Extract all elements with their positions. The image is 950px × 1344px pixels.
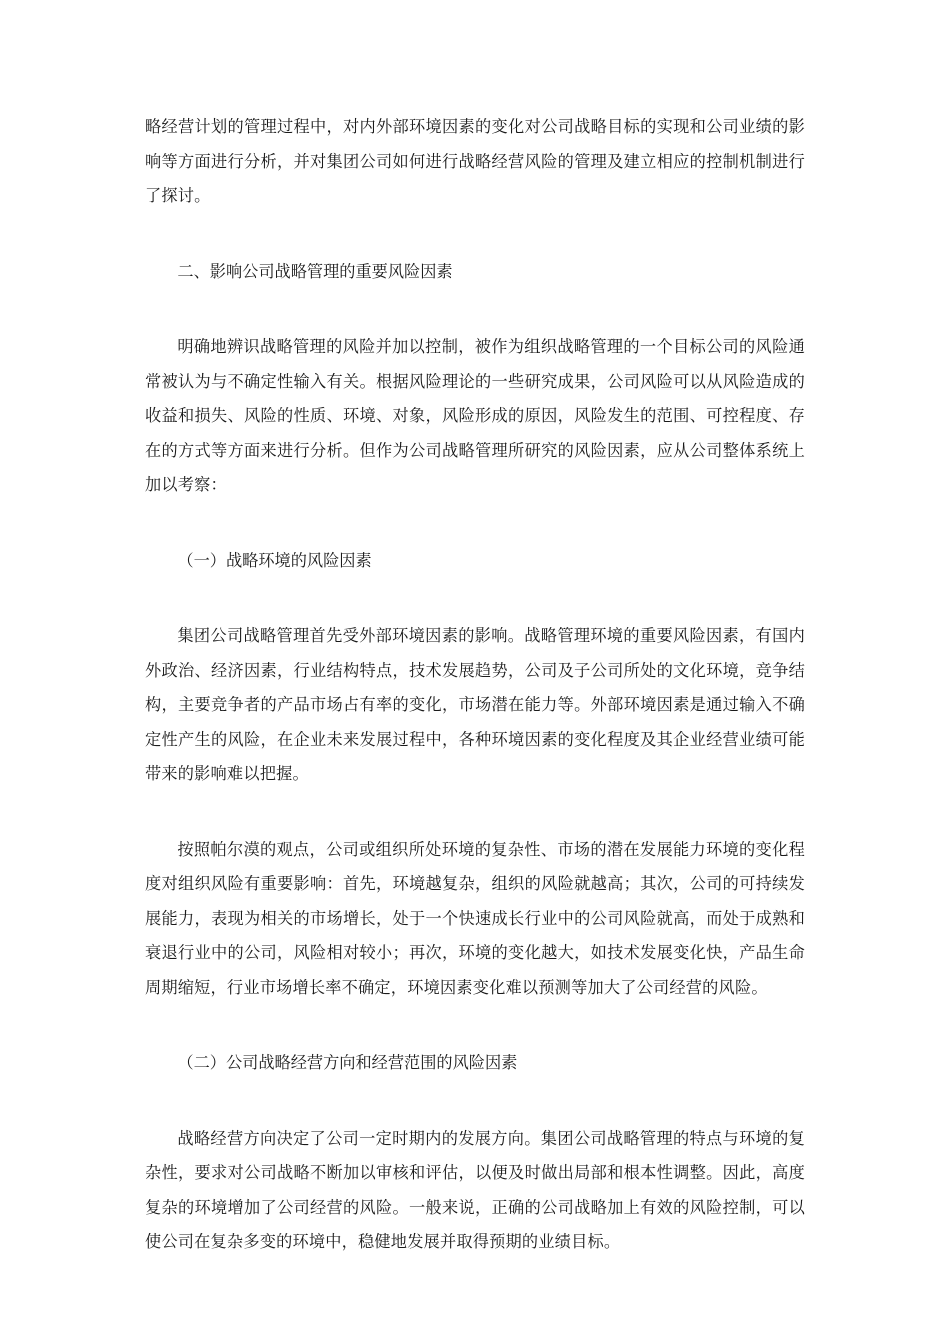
section-2-paragraph-1: 明确地辨识战略管理的风险并加以控制，被作为组织战略管理的一个目标公司的风险通常被认为与不确定性输入有关。根据风险理论的一些研究成果，公司风险可以从风险造成的收益和损失、风险的性质、环境、对象，风险形成的原因，风险发生的范围、可控程度、存在的方式等方面来进行分析。但作为公司战略管理所研究的风险因素，应从公司整体系统上加以考察： [145,337,805,494]
spacer [145,578,805,619]
document-page [145,110,805,1260]
intro-paragraph: 略经营计划的管理过程中，对内外部环境因素的变化对公司战略目标的实现和公司业绩的影响等方面进行分析，并对集团公司如何进行战略经营风险的管理及建立相应的控制机制进行了探讨。 [145,117,805,205]
spacer [145,289,805,330]
spacer [145,214,805,255]
subsection-b-paragraph-1: 战略经营方向决定了公司一定时期内的发展方向。集团公司战略管理的特点与环境的复杂性，要求对公司战略不断加以审核和评估，以便及时做出局部和根本性调整。因此，高度复杂的环境增加了公司经营的风险。一般来说，正确的公司战略加上有效的风险控制，可以使公司在复杂多变的环境中，稳健地发展并取得预期的业绩目标。 [145,1128,805,1251]
subsection-a-paragraph-1: 集团公司战略管理首先受外部环境因素的影响。战略管理环境的重要风险因素，有国内外政治、经济因素，行业结构特点，技术发展趋势，公司及子公司所处的文化环境，竞争结构，主要竞争者的产品市场占有率的变化，市场潜在能力等。外部环境因素是通过输入不确定性产生的风险，在企业未来发展过程中，各种环境因素的变化程度及其企业经营业绩可能带来的影响难以把握。 [145,626,805,783]
spacer [145,503,805,544]
subsection-a-paragraph-2: 按照帕尔漠的观点，公司或组织所处环境的复杂性、市场的潜在发展能力环境的变化程度对组织风险有重要影响：首先，环境越复杂，组织的风险就越高；其次，公司的可持续发展能力，表现为相关的市场增长，处于一个快速成长行业中的公司风险就高，而处于成熟和衰退行业中的公司，风险相对较小；再次，环境的变化越大，如技术发展变化快，产品生命周期缩短，行业市场增长率不确定，环境因素变化难以预测等加大了公司经营的风险。 [145,839,805,997]
subsection-heading-a: （一）战略环境的风险因素 [177,550,372,570]
spacer [145,1005,805,1046]
spacer [145,1081,805,1122]
subsection-heading-b: （二）公司战略经营方向和经营范围的风险因素 [177,1053,518,1072]
section-heading-2: 二、影响公司战略管理的重要风险因素 [177,261,453,281]
spacer [145,792,805,833]
